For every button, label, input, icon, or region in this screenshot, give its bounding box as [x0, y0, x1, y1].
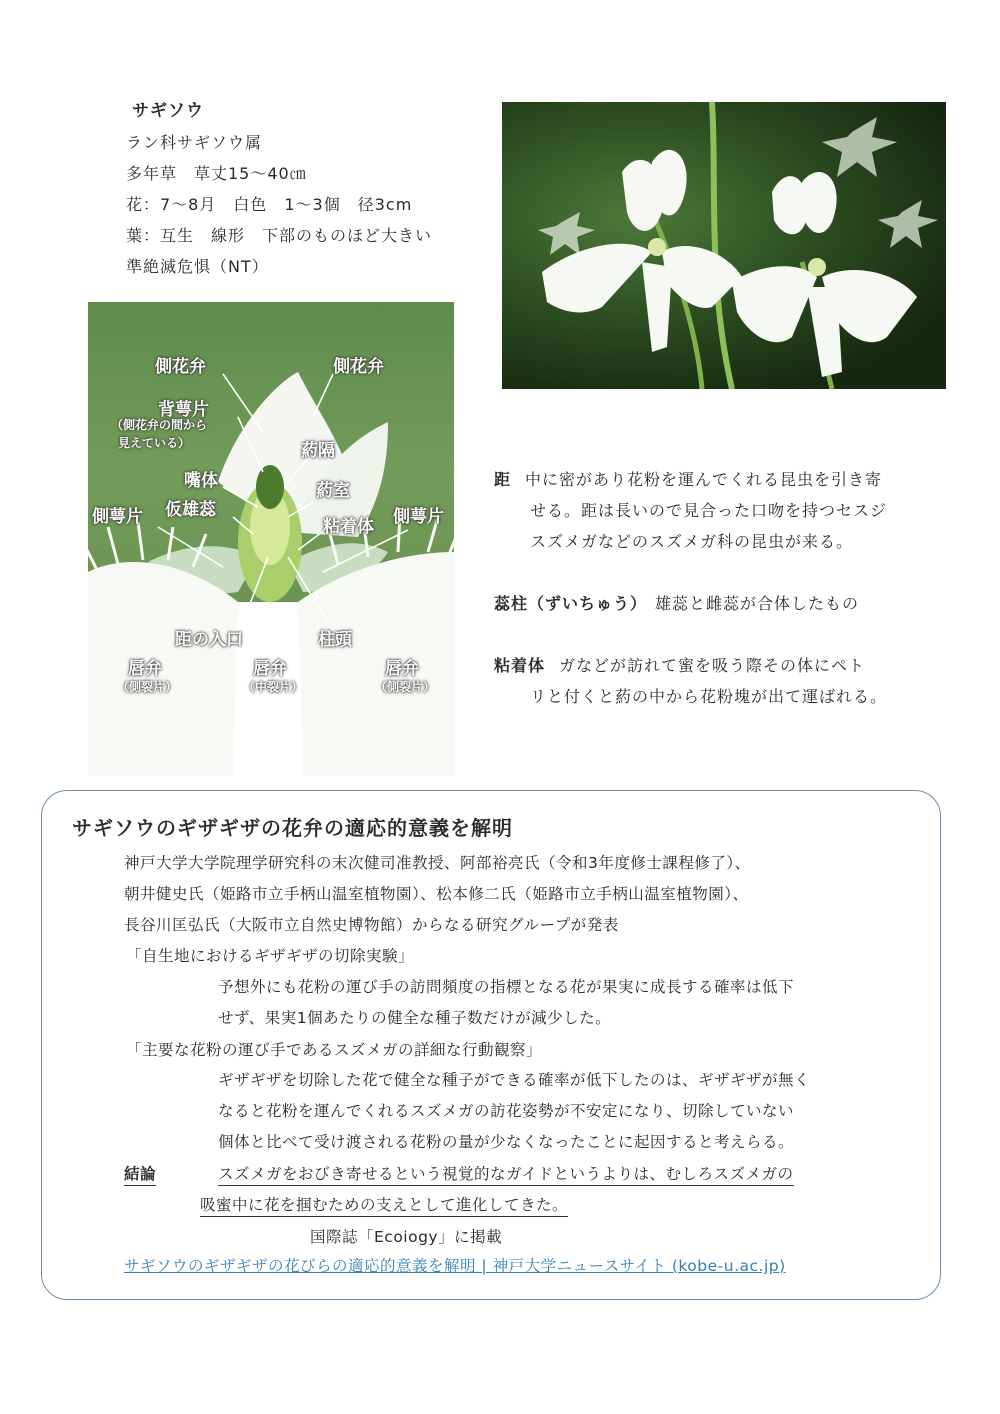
species-family: ラン科サギソウ属: [126, 133, 263, 152]
species-flower: 花：7〜8月 白色 1〜3個 径3cm: [126, 195, 413, 214]
definition-spur-line3: スズメガなどのスズメガ科の昆虫が来る。: [530, 532, 854, 551]
label-sepal-left: 側萼片: [92, 507, 143, 527]
flower-diagram-illustration: [88, 302, 454, 776]
definition-spur-line1: 中に密があり花粉を運んでくれる昆虫を引き寄: [525, 470, 883, 489]
definition-column: [494, 588, 934, 619]
conclusion-line-1: スズメガをおびき寄せるという視覚的なガイドというよりは、むしろスズメガの: [218, 1162, 794, 1186]
orchid-photo-illustration: [502, 102, 946, 389]
label-dorsal-sepal: 背萼片: [158, 400, 209, 420]
news-link[interactable]: サギソウのギザギザの花びらの適応的意義を解明 | 神戸大学ニュースサイト (kobe-u.ac.jp): [124, 1257, 786, 1275]
label-lip-right: 唇弁: [385, 659, 419, 679]
definition-spur-line2: せる。距は長いので見合った口吻を持つセスジ: [530, 501, 888, 520]
research-authors-1: 神戸大学大学院理学研究科の末次健司准教授、阿部裕亮氏（令和3年度修士課程修了）、: [124, 854, 751, 872]
experiment-2-line-1: ギザギザを切除した花で健全な種子ができる確率が低下したのは、ギザギザが無く: [218, 1071, 811, 1089]
definition-viscidium-line1: ガなどが訪れて蜜を吸う際その体にペト: [559, 656, 866, 675]
definition-column-term: 蕊柱（ずいちゅう）: [494, 594, 648, 613]
experiment-2-line-3: 個体と比べて受け渡される花粉の量が少なくなったことに起因すると考えらる。: [218, 1133, 795, 1151]
species-habit: 多年草 草丈15〜40㎝: [126, 164, 307, 183]
experiment-1-title: 「自生地におけるギザギザの切除実験」: [126, 947, 415, 965]
label-lip-left: 唇弁: [128, 659, 162, 679]
label-petal-left: 側花弁: [155, 357, 206, 377]
conclusion-label: 結論: [124, 1162, 156, 1186]
label-sepal-right: 側萼片: [393, 507, 444, 527]
experiment-2-line-2: なると花粉を運んでくれるスズメガの訪花姿勢が不安定になり、切除していない: [218, 1102, 795, 1120]
label-petal-right: 側花弁: [333, 357, 384, 377]
label-connective: 葯隔: [301, 441, 335, 461]
label-lip-mid-sub: （中裂片）: [243, 680, 304, 694]
label-viscidium: 粘着体: [323, 517, 374, 537]
research-authors-2: 朝井健史氏（姫路市立手柄山温室植物園）、松本修二氏（姫路市立手柄山温室植物園）、: [124, 885, 749, 903]
experiment-2-title: 「主要な花粉の運び手であるスズメガの詳細な行動観察」: [126, 1041, 543, 1059]
definition-column-text: 雄蕊と雌蕊が合体したもの: [655, 594, 860, 613]
label-lip-right-sub: （側裂片）: [375, 680, 436, 694]
label-dorsal-note-2: 見えている）: [118, 436, 191, 450]
conclusion-line-2: 吸蜜中に花を掴むための支えとして進化してきた。: [200, 1193, 568, 1217]
label-staminode: 仮雄蕊: [165, 500, 216, 520]
definition-spur-term: 距: [494, 470, 512, 489]
research-title: サギソウのギザギザの花弁の適応的意義を解明: [72, 816, 513, 840]
species-status: 準絶滅危惧（NT）: [126, 257, 269, 276]
species-leaf: 葉：互生 線形 下部のものほど大きい: [126, 226, 433, 245]
orchid-photo: [502, 102, 946, 389]
experiment-1-line-1: 予想外にも花粉の運び手の訪問頻度の指標となる花が果実に成長する確率は低下: [218, 978, 795, 996]
species-name: サギソウ: [132, 101, 204, 121]
experiment-1-line-2: せず、果実1個あたりの健全な種子数だけが減少した。: [218, 1009, 612, 1027]
label-anther: 葯室: [316, 481, 350, 501]
label-dorsal-note-1: （側花弁の間から: [111, 418, 208, 432]
journal-note: 国際誌「Ecoiogy」に掲載: [310, 1228, 503, 1246]
label-spur-entrance: 距の入口: [175, 630, 243, 650]
definition-viscidium: [494, 650, 934, 712]
definition-viscidium-line2: リと付くと葯の中から花粉塊が出て運ばれる。: [530, 687, 888, 706]
definition-spur: [494, 464, 934, 557]
label-lip-left-sub: （側裂片）: [117, 680, 178, 694]
flower-diagram: [88, 302, 454, 776]
definition-viscidium-term: 粘着体: [494, 656, 546, 675]
label-lip-mid: 唇弁: [253, 659, 287, 679]
research-authors-3: 長谷川匡弘氏（大阪市立自然史博物館）からなる研究グループが発表: [124, 916, 619, 934]
label-stigma: 柱頭: [318, 630, 352, 650]
label-rostellum: 嘴体: [184, 471, 218, 491]
